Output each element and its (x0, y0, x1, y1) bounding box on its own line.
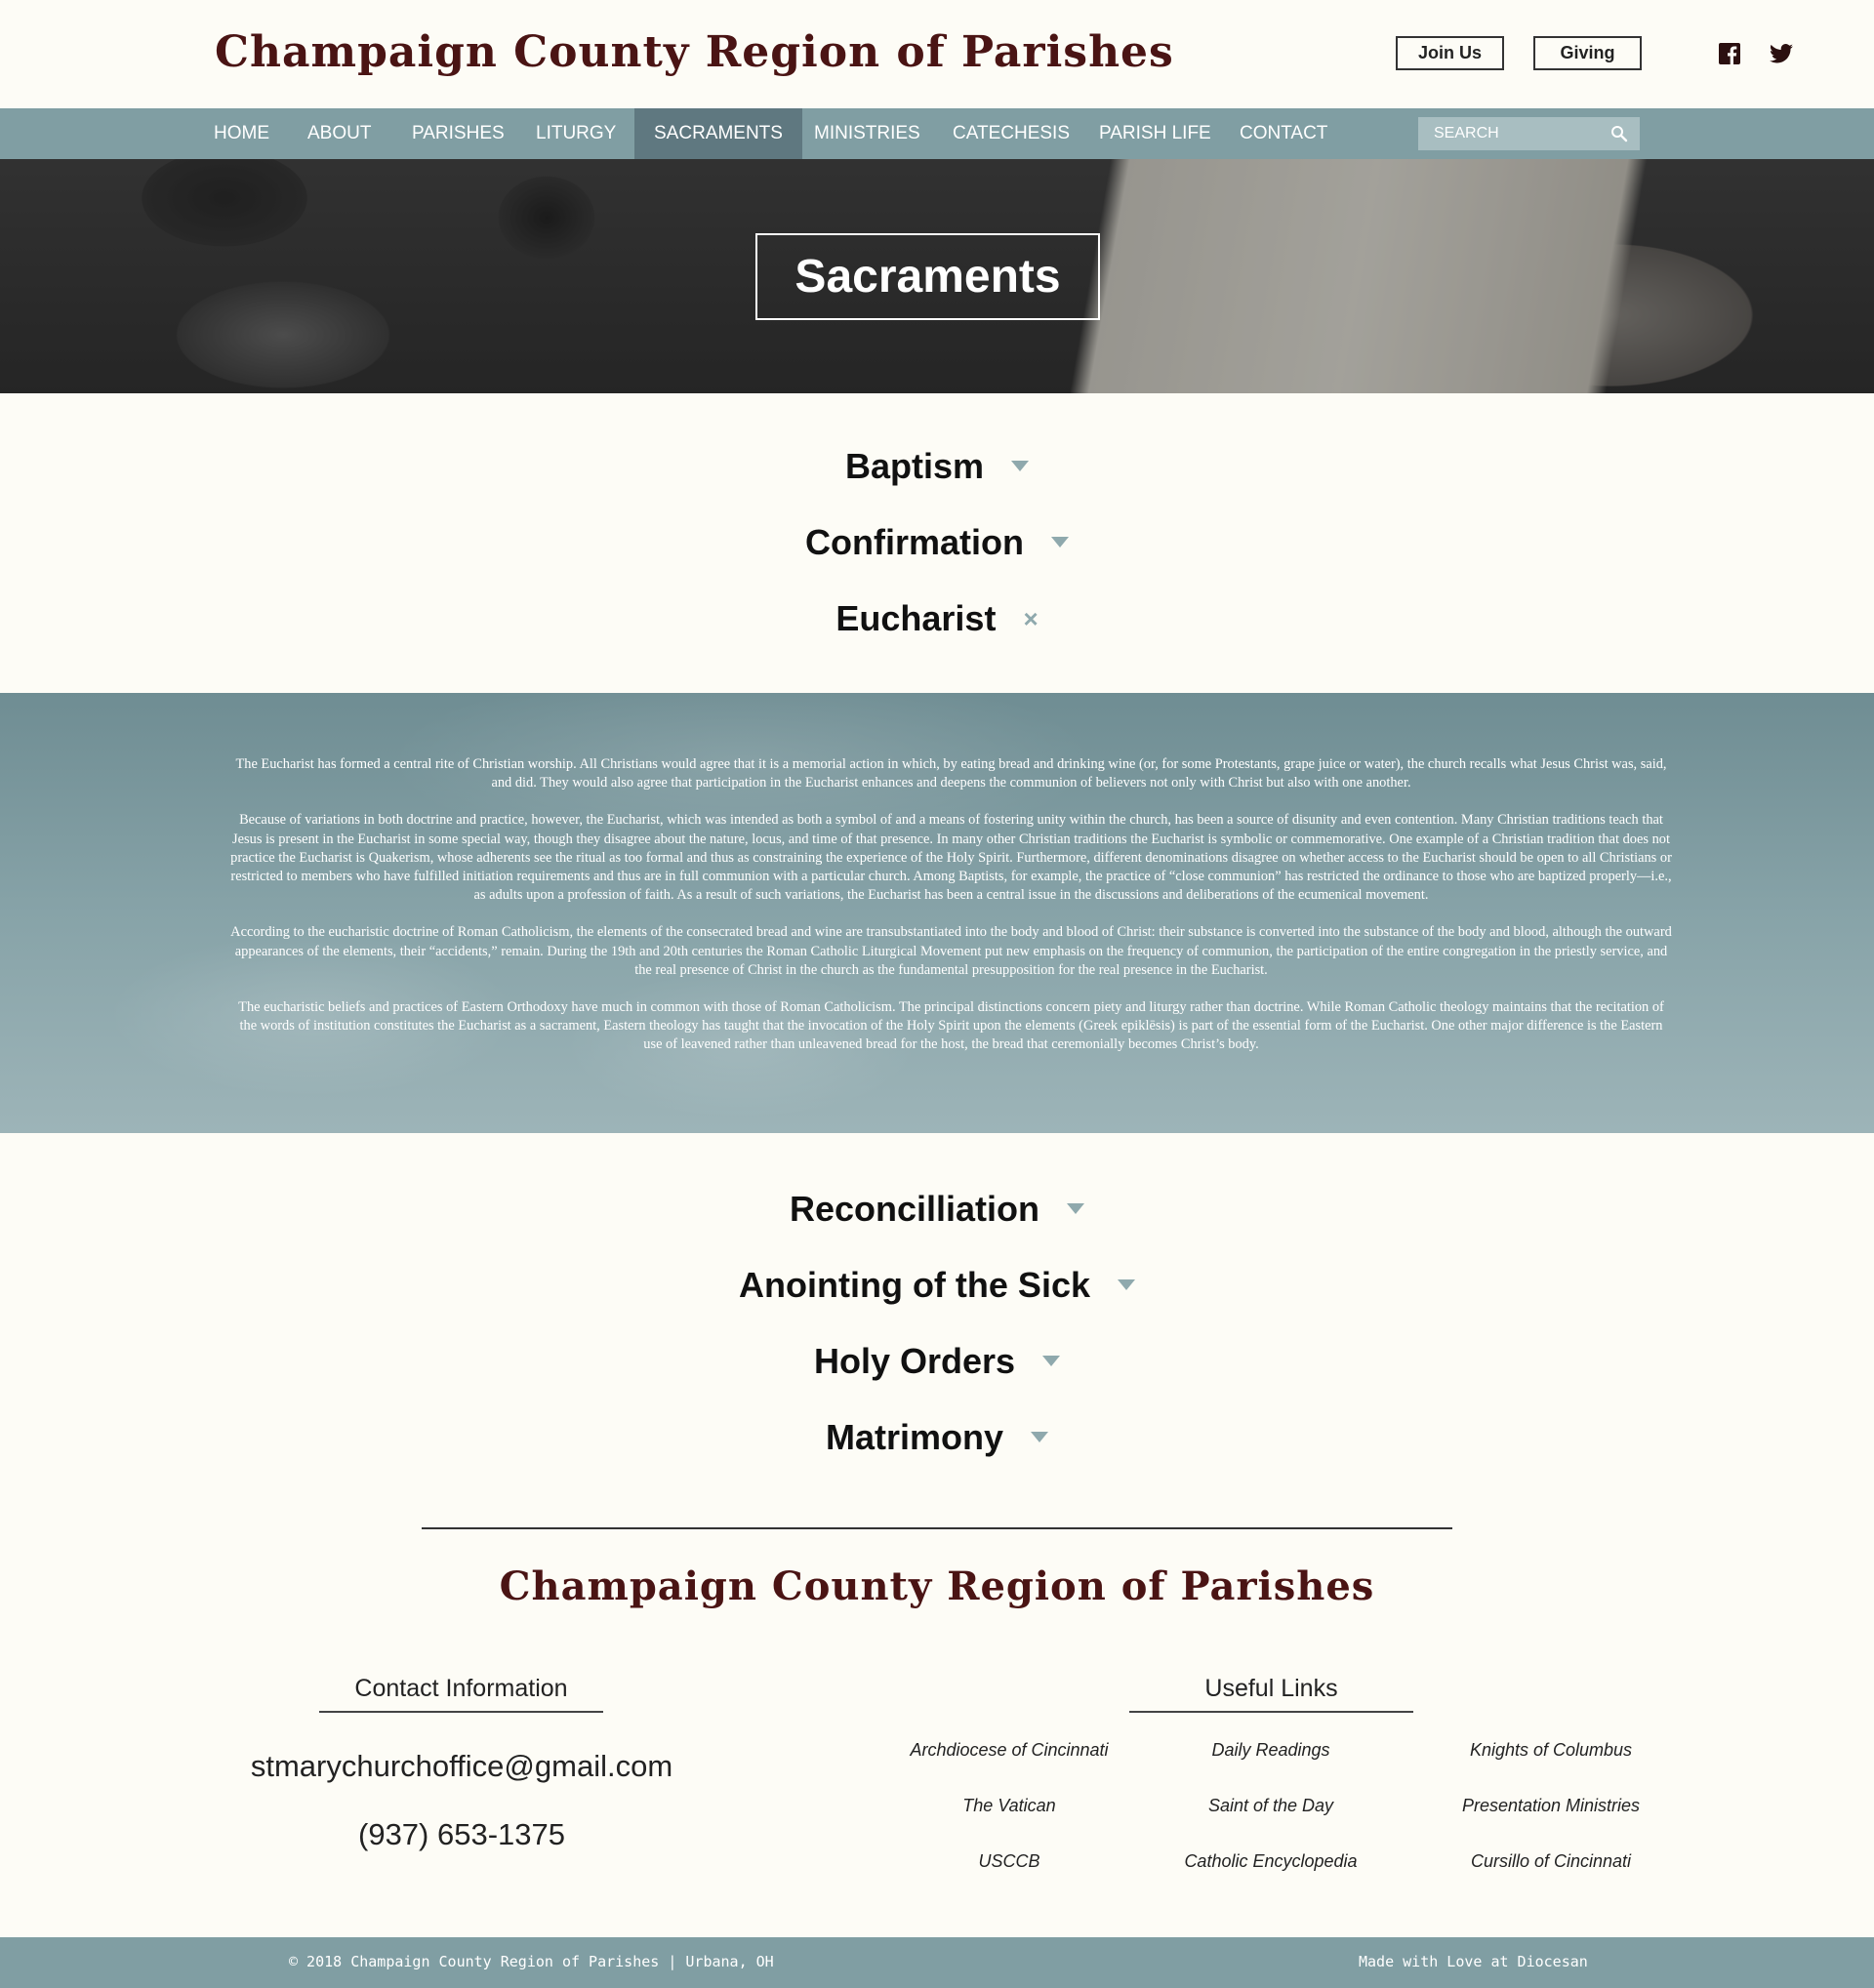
link-presentation-ministries[interactable]: Presentation Ministries (1461, 1796, 1641, 1815)
accordion-holy-orders[interactable] (0, 1332, 1874, 1391)
accordion-reconciliation[interactable] (0, 1180, 1874, 1238)
search-box (1418, 117, 1640, 150)
contact-heading: Contact Information (319, 1675, 603, 1713)
footer-divider (422, 1527, 1452, 1529)
copyright-text: © 2018 Champaign County Region of Parishes | Urbana, OH (289, 1953, 774, 1970)
nav-parish-life[interactable]: PARISH LIFE (1099, 123, 1211, 143)
accordion-label: Eucharist (835, 598, 997, 638)
link-archdiocese[interactable]: Archdiocese of Cincinnati (910, 1740, 1109, 1760)
link-catholic-encyclopedia[interactable]: Catholic Encyclopedia (1184, 1851, 1358, 1871)
nav-ministries[interactable]: MINISTRIES (814, 123, 920, 143)
eucharist-text (230, 755, 1672, 1074)
close-icon[interactable]: × (1023, 604, 1039, 633)
link-saint-of-the-day[interactable]: Saint of the Day (1207, 1796, 1334, 1815)
accordion-label: Confirmation (805, 522, 1024, 562)
join-us-button[interactable]: Join Us (1396, 36, 1504, 70)
nav-home[interactable]: HOME (214, 123, 269, 143)
chevron-down-icon (1067, 1203, 1084, 1215)
hero-title-box (755, 233, 1100, 320)
accordion-label: Matrimony (825, 1417, 1004, 1457)
nav-catechesis[interactable]: CATECHESIS (953, 123, 1071, 143)
contact-phone[interactable]: (937) 653-1375 (358, 1817, 565, 1851)
search-icon[interactable] (1610, 125, 1628, 142)
chevron-down-icon (1031, 1432, 1048, 1443)
accordion-label: Baptism (844, 446, 985, 486)
nav-sacraments[interactable]: SACRAMENTS (634, 108, 802, 159)
contact-email[interactable]: stmarychurchoffice@gmail.com (250, 1749, 673, 1783)
accordion-confirmation[interactable] (0, 513, 1874, 572)
link-daily-readings[interactable]: Daily Readings (1211, 1740, 1330, 1760)
paragraph: The Eucharist has formed a central rite of Christian worship. All Christians would agree that it is a memorial action in which, by eating bread and drinking wine (or, for some Protestants, grape juice or water), the church recalls what Jesus Christ was, said, and did. They would also agree that participation in the Eucharist enhances and deepens the communion of believers not only with Christ but also with one another. (235, 756, 1667, 791)
nav-about[interactable]: ABOUT (307, 123, 372, 143)
site-header (0, 0, 1874, 108)
search-input[interactable] (1434, 125, 1605, 142)
accordion-anointing[interactable] (0, 1256, 1874, 1315)
giving-button[interactable]: Giving (1533, 36, 1642, 70)
accordion-label: Anointing of the Sick (739, 1265, 1090, 1305)
nav-contact[interactable]: CONTACT (1240, 123, 1328, 143)
nav-parishes[interactable]: PARISHES (412, 123, 505, 143)
link-vatican[interactable]: The Vatican (962, 1796, 1056, 1815)
eucharist-panel (0, 693, 1874, 1133)
facebook-icon[interactable] (1718, 42, 1741, 65)
link-knights-of-columbus[interactable]: Knights of Columbus (1469, 1740, 1633, 1760)
paragraph: According to the eucharistic doctrine of Roman Catholicism, the elements of the consecrated bread and wine are transubstantiated into the body and blood of Christ: their substance is converted into the substance of the body and blood, although the outward appearances of the elements, their “accidents,” remain. During the 19th and 20th centuries the Roman Catholic Liturgical Movement put new emphasis on the frequency of communion, the participation of the entire congregation in the priestly service, and the real presence of Christ in the church as the fundamental presupposition for the real presence in the Eucharist. (230, 924, 1672, 978)
site-title[interactable]: Champaign County Region of Parishes (215, 27, 1174, 77)
bottom-bar (0, 1937, 1874, 1988)
paragraph: The eucharistic beliefs and practices of Eastern Orthodoxy have much in common with those of Roman Catholicism. The principal distinctions concern piety and liturgy rather than doctrine. While Roman Catholic theology maintains that the recitation of the words of institution constitutes the Eucharist as a sacrament, Eastern theology has taught that the invocation of the Holy Spirit upon the elements (Greek epiklēsis) is part of the essential form of the Eucharist. One other major difference is the Eastern use of leavened rather than unleavened bread for the host, the bread that ceremonially becomes Christ’s body. (238, 999, 1664, 1053)
accordion-eucharist[interactable] (0, 589, 1874, 648)
paragraph: Because of variations in both doctrine and practice, however, the Eucharist, which was intended as both a symbol of and a means of fostering unity within the church, has been a source of disunity and even contention. Many Christian traditions teach that Jesus is present in the Eucharist in some special way, though they disagree about the nature, locus, and time of that presence. In many other Christian traditions the Eucharist is symbolic or commemorative. One example of a Christian tradition that does not practice the Eucharist is Quakerism, whose adherents see the ritual as too formal and thus as constraining the experience of the Holy Spirit. Furthermore, different denominations disagree on whether access to the Eucharist should be open to all Christians or restricted to members who have fulfilled initiation requirements and thus are in full communion with a particular church. Among Baptists, for example, the practice of “close communion” has restricted the ordinance to those who are baptized properly—i.e., as adults upon a profession of faith. As a result of such variations, the Eucharist has been a central issue in the discussions and deliberations of the ecumenical movement. (230, 812, 1672, 904)
nav-liturgy[interactable]: LITURGY (536, 123, 617, 143)
page-title: Sacraments (794, 251, 1061, 303)
main-nav (0, 108, 1874, 159)
accordion-label: Holy Orders (813, 1341, 1016, 1381)
link-cursillo[interactable]: Cursillo of Cincinnati (1470, 1851, 1632, 1871)
hero-banner (0, 159, 1874, 393)
chevron-down-icon (1118, 1279, 1135, 1291)
footer-title: Champaign County Region of Parishes (499, 1563, 1375, 1609)
chevron-down-icon (1042, 1356, 1060, 1367)
twitter-icon[interactable] (1770, 42, 1793, 65)
accordion-matrimony[interactable] (0, 1408, 1874, 1467)
accordion-baptism[interactable] (0, 437, 1874, 496)
accordion-label: Reconcilliation (789, 1189, 1040, 1229)
chevron-down-icon (1051, 537, 1069, 548)
made-with-text[interactable]: Made with Love at Diocesan (1359, 1953, 1588, 1970)
useful-links-heading: Useful Links (1129, 1675, 1413, 1713)
chevron-down-icon (1011, 461, 1029, 472)
link-usccb[interactable]: USCCB (978, 1851, 1040, 1871)
